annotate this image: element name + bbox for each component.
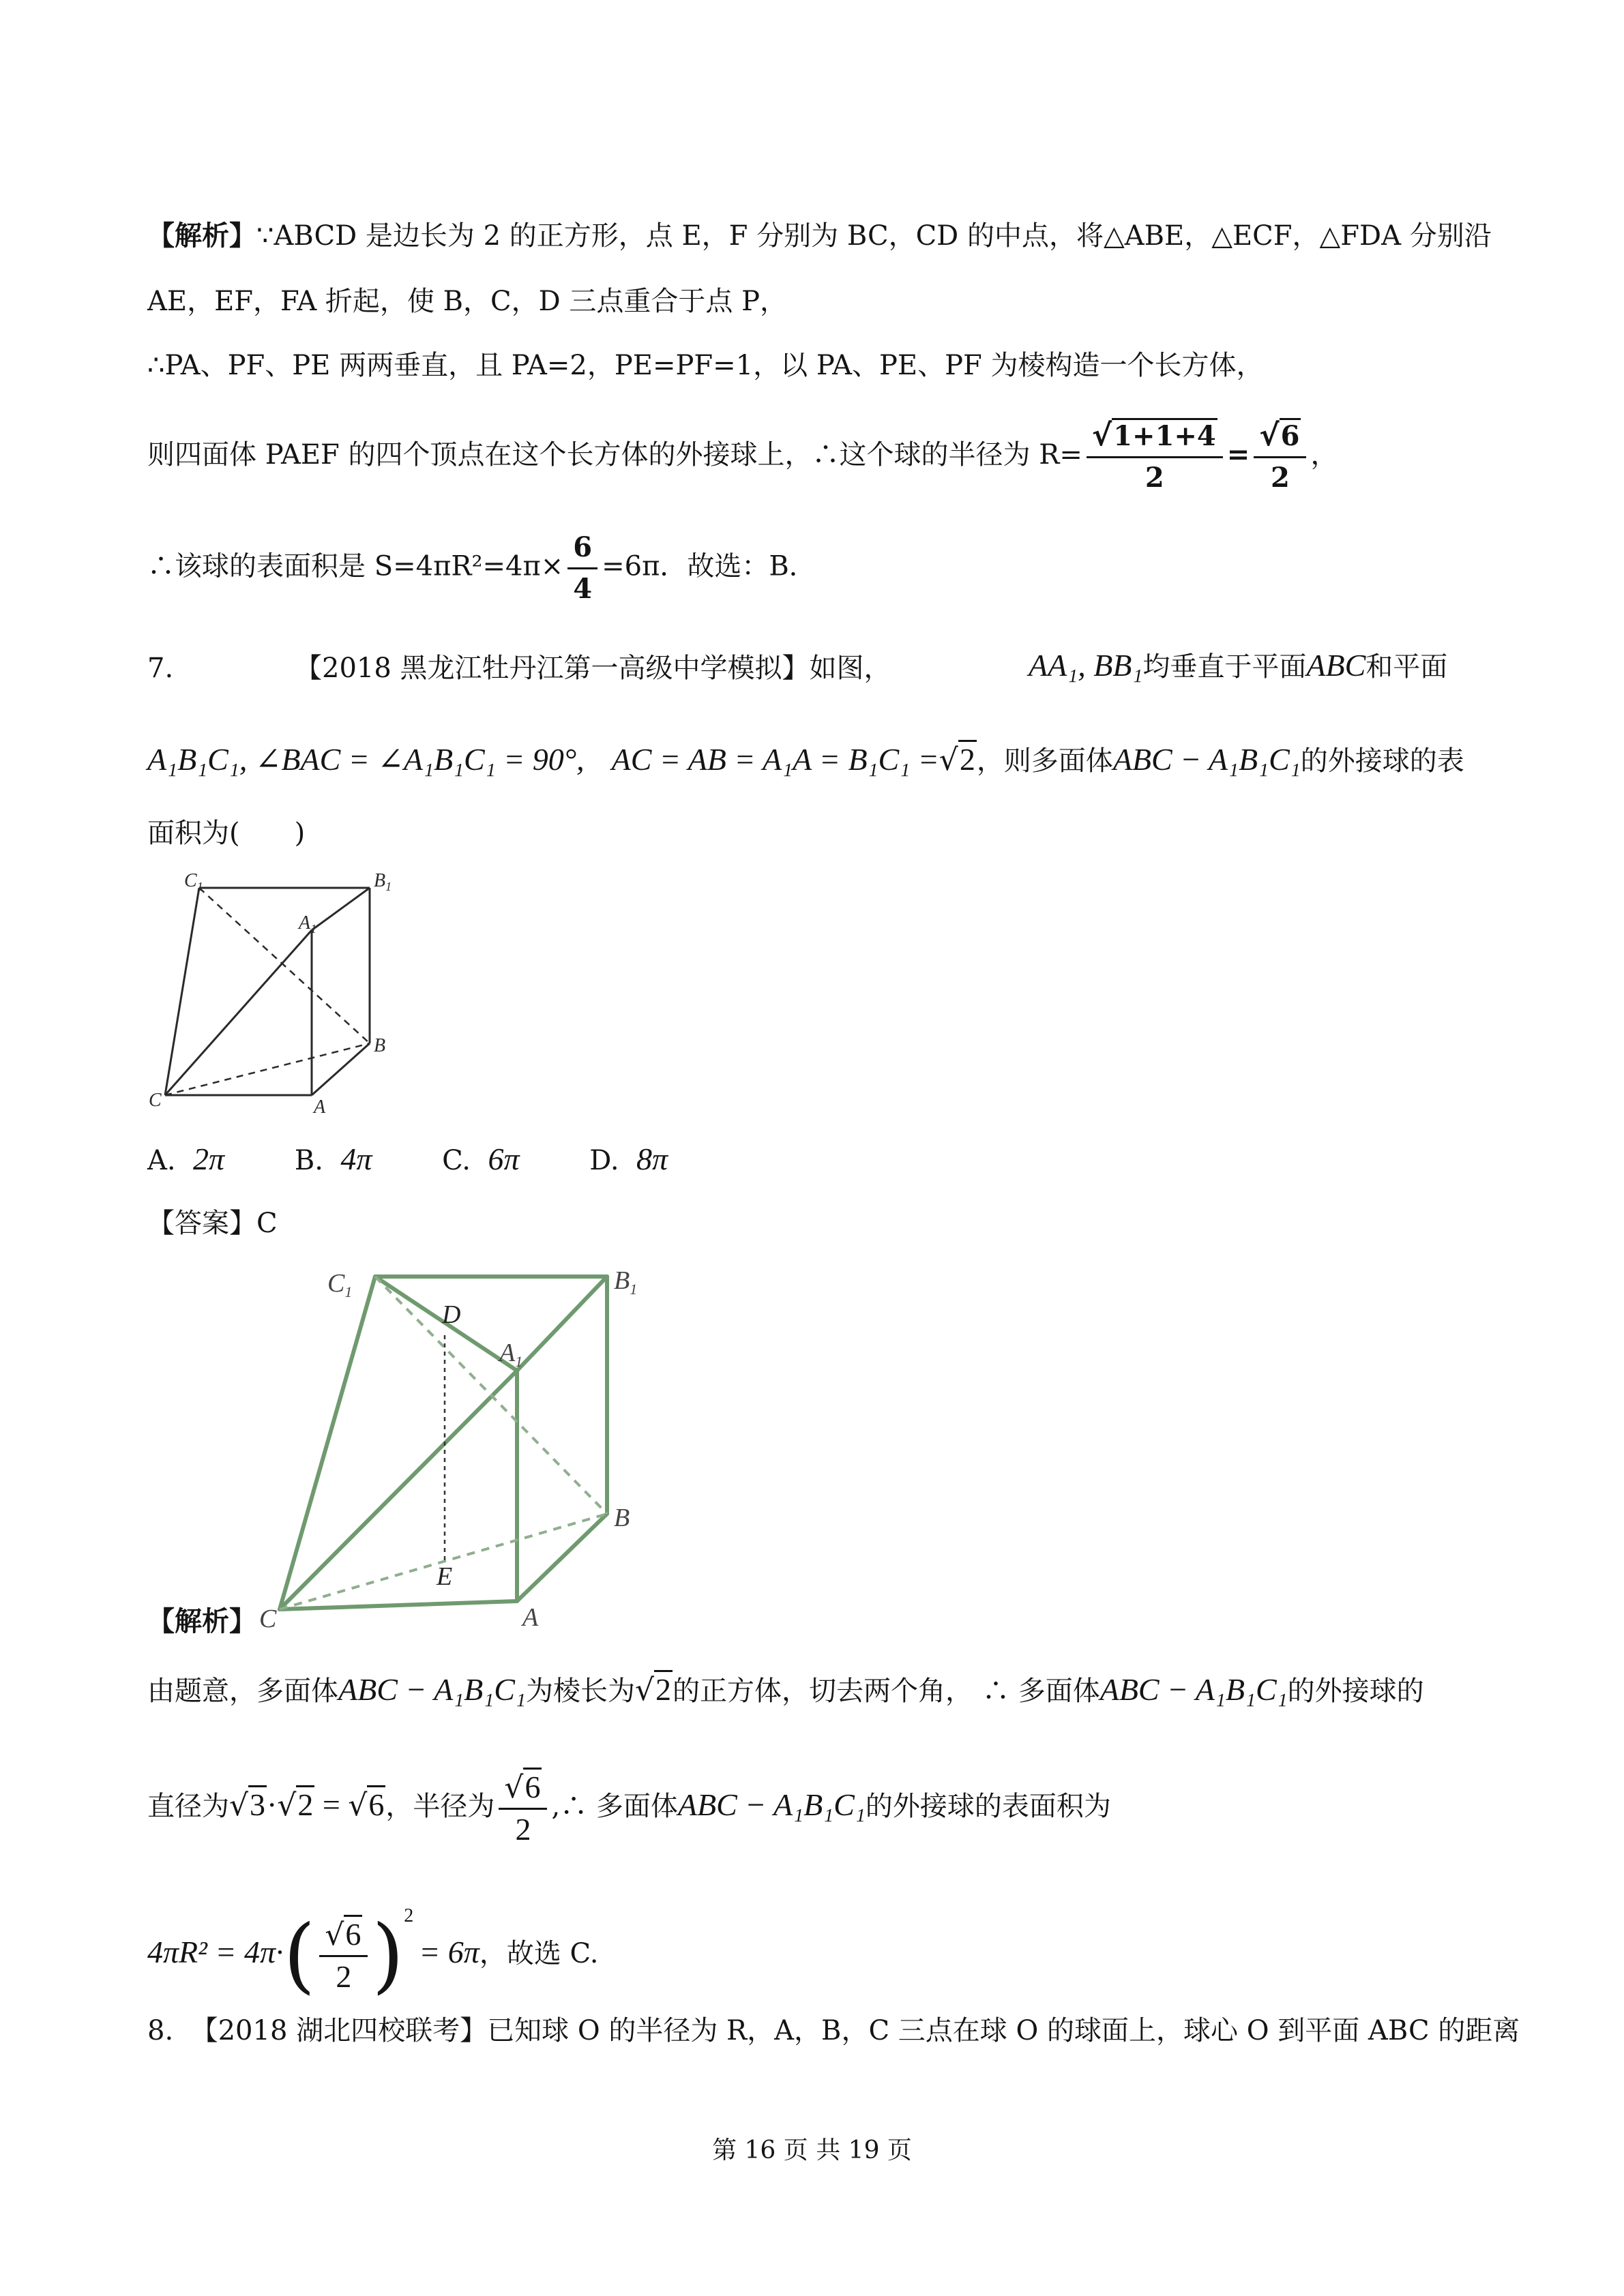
- sol6-line5: [147, 529, 816, 608]
- option-d-letter: D.: [589, 1145, 619, 1176]
- right-paren: ): [372, 1908, 404, 2003]
- label-a: A: [314, 1097, 326, 1118]
- sol-text-1d: ∴ 多面体: [982, 1675, 1100, 1707]
- sol-text-2d: 的外接球的表面积为: [865, 1791, 1111, 1822]
- label-d: D: [442, 1300, 461, 1329]
- q7-figure: [145, 873, 404, 1118]
- label-b1: $B_1$: [374, 873, 392, 893]
- sol6-line4: [147, 417, 1338, 496]
- sqrt-2: [277, 1786, 314, 1825]
- radicand: 6: [344, 1915, 362, 1952]
- denominator: 2: [1145, 462, 1164, 494]
- q7-sol-line2: [147, 1769, 1111, 1848]
- edge-b1-a1: [312, 888, 370, 930]
- radicand: 2: [958, 740, 977, 777]
- sqrt-sign: √: [1259, 418, 1280, 453]
- q7-line1: [147, 649, 173, 687]
- denominator: 4: [573, 573, 593, 605]
- sol6-line5-end: =6π．故选：B．: [602, 550, 816, 582]
- q7-text2: 和平面: [1365, 651, 1448, 683]
- sqrt-sign: √: [634, 1673, 654, 1708]
- sol6-line1: [147, 217, 1492, 255]
- option-a: [147, 1140, 224, 1180]
- sqrt-sign: √: [1091, 418, 1112, 453]
- q7-angles: A₁B₁C₁, ∠BAC = ∠A₁B₁C₁ = 90°,: [147, 742, 585, 777]
- radicand: 6: [367, 1785, 385, 1822]
- option-c-letter: C.: [442, 1145, 471, 1176]
- denominator: 2: [336, 1959, 352, 1994]
- q7-line3: 面积为( ): [147, 818, 306, 849]
- sol-polyhedron-2: ABC − A₁B₁C₁: [1099, 1672, 1288, 1707]
- solution-header-label: 【解析】: [147, 1605, 256, 1637]
- edge-c1-b: [199, 888, 370, 1043]
- edge-c-b: [165, 1043, 370, 1095]
- sol6-line3: ∴PA、PF、PE 两两垂直，且 PA=2，PE=PF=1，以 PA、PE、PF 为棱构造一个长方体，: [147, 350, 1264, 381]
- edge-c-a: [280, 1601, 517, 1609]
- q7-text3: ，则多面体: [976, 745, 1113, 777]
- sol6-line4-text: 则四面体 PAEF 的四个顶点在这个长方体的外接球上，∴这个球的半径为 R=: [147, 439, 1082, 471]
- sqrt-sign: √: [325, 1918, 344, 1952]
- radicand: 3: [248, 1785, 267, 1822]
- option-a-letter: A.: [147, 1145, 176, 1176]
- radicand: 6: [523, 1768, 542, 1804]
- sqrt-3: [229, 1786, 267, 1825]
- sol6-line2: AE，EF，FA 折起，使 B，C，D 三点重合于点 P，: [147, 286, 788, 317]
- q7-polyhedron: ABC − A₁B₁C₁: [1112, 742, 1301, 777]
- edge-b1-a1: [517, 1277, 607, 1371]
- label-b: B: [614, 1504, 630, 1532]
- edge-a1-c: [165, 930, 312, 1095]
- option-b: [295, 1140, 372, 1180]
- label-b1: $B_1$: [614, 1266, 638, 1298]
- q7-solution-header: [147, 1602, 256, 1641]
- sol-formula-b: = 6π: [419, 1935, 479, 1969]
- equals-sign: =: [314, 1787, 349, 1822]
- option-b-letter: B.: [294, 1145, 323, 1176]
- label-b: B: [374, 1035, 386, 1056]
- radius-fraction: [1087, 417, 1223, 496]
- edge-a-b: [517, 1514, 607, 1601]
- radicand: 2: [654, 1670, 673, 1707]
- denominator: 2: [1270, 462, 1290, 494]
- label-c: C: [149, 1090, 162, 1111]
- left-paren: (: [283, 1908, 316, 2003]
- label-c: C: [259, 1605, 277, 1633]
- radicand: 6: [1280, 418, 1301, 452]
- sol-text-1b: 为棱长为: [525, 1675, 635, 1707]
- option-a-value: 2π: [193, 1142, 225, 1176]
- q7-lengths: AC = AB = A₁A = B₁C₁ =: [611, 742, 939, 777]
- option-d-value: 8π: [636, 1142, 668, 1176]
- label-e: E: [437, 1562, 453, 1591]
- label-c1: $C_1$: [184, 873, 203, 893]
- label-a1: $A_1$: [499, 1339, 523, 1370]
- sqrt-sign: √: [504, 1770, 524, 1805]
- sqrt-sign: √: [348, 1788, 368, 1823]
- q8-number: 8.: [147, 2015, 174, 2046]
- sol-text-2b: ，半径为: [385, 1791, 495, 1822]
- label-a: A: [522, 1603, 539, 1632]
- q7-sol-line3: [147, 1897, 599, 2003]
- numerator: 6: [567, 529, 597, 569]
- q8-text: 【2018 湖北四校联考】已知球 O 的半径为 R，A，B，C 三点在球 O 的球面上，球心 O 到平面 ABC 的距离: [190, 2015, 1520, 2046]
- q8-line1: [147, 2012, 1520, 2050]
- q7-plane1: ABC: [1306, 648, 1366, 683]
- sol-text-1a: 由题意，多面体: [147, 1675, 338, 1707]
- q7-cond1: AA₁, BB₁: [1029, 648, 1143, 683]
- q7-text1: 均垂直于平面: [1142, 651, 1307, 683]
- q7-options: [147, 1140, 729, 1180]
- option-d: [589, 1140, 668, 1180]
- sol-polyhedron-1: ABC − A₁B₁C₁: [338, 1672, 526, 1707]
- sol-formula-a: 4πR² = 4π·: [147, 1935, 284, 1969]
- q7-answer: 【答案】C: [147, 1208, 278, 1239]
- radicand: 1+1+4: [1112, 418, 1217, 452]
- label-a1: $A_1$: [299, 912, 317, 936]
- sqrt-sign: √: [939, 743, 958, 777]
- q7-source: 【2018 黑龙江牡丹江第一高级中学模拟】如图，: [295, 653, 891, 684]
- radicand: 2: [296, 1785, 314, 1822]
- sqrt-2: [635, 1671, 673, 1710]
- q7-line2: [147, 741, 1464, 780]
- q7-solution-figure: [259, 1255, 655, 1637]
- page-footer: 第 16 页 共 19 页: [712, 2136, 912, 2164]
- sol-text-2c: ,∴ 多面体: [551, 1791, 678, 1822]
- sqrt-6: [348, 1786, 385, 1825]
- sol6-line1-text: ∵ABCD 是边长为 2 的正方形，点 E，F 分别为 BC，CD 的中点，将△ABE，△ECF，△FDA 分别沿: [256, 220, 1492, 252]
- sol6-line5-text: ∴该球的表面积是 S=4πR²=4π×: [147, 550, 564, 582]
- option-c: [442, 1140, 519, 1180]
- q7-condition: [1029, 646, 1447, 686]
- area-fraction: [567, 529, 597, 608]
- sol-text-3c: ，故选 C.: [479, 1938, 599, 1969]
- label-c1: $C_1$: [327, 1269, 353, 1300]
- radius-result-fraction: [1254, 417, 1306, 496]
- option-b-value: 4π: [340, 1142, 372, 1176]
- sol-text-2a: 直径为: [147, 1791, 229, 1822]
- denominator: 2: [515, 1812, 531, 1847]
- sol-text-1e: 的外接球的: [1287, 1675, 1424, 1707]
- edge-a-b: [312, 1043, 370, 1095]
- q7-text4: 的外接球的表: [1300, 745, 1464, 777]
- half-root6-fraction: [319, 1916, 368, 1995]
- sol-polyhedron-3: ABC − A₁B₁C₁: [677, 1787, 866, 1822]
- sqrt-sign: √: [229, 1788, 249, 1823]
- equals-sign: =: [1226, 438, 1250, 471]
- exponent: 2: [404, 1905, 414, 1926]
- sol6-header: 【解析】: [147, 220, 256, 252]
- radius-fraction: [499, 1769, 547, 1848]
- q7-sol-line1: [147, 1671, 1424, 1710]
- sqrt-sign: √: [277, 1788, 297, 1823]
- sqrt-2: [939, 741, 977, 779]
- sol-text-1c: 的正方体，切去两个角，: [673, 1675, 973, 1707]
- option-c-value: 6π: [488, 1142, 520, 1176]
- dot-operator: ·: [267, 1787, 278, 1822]
- q7-number: 7.: [147, 653, 174, 684]
- sol6-line4-end: ，: [1310, 439, 1338, 471]
